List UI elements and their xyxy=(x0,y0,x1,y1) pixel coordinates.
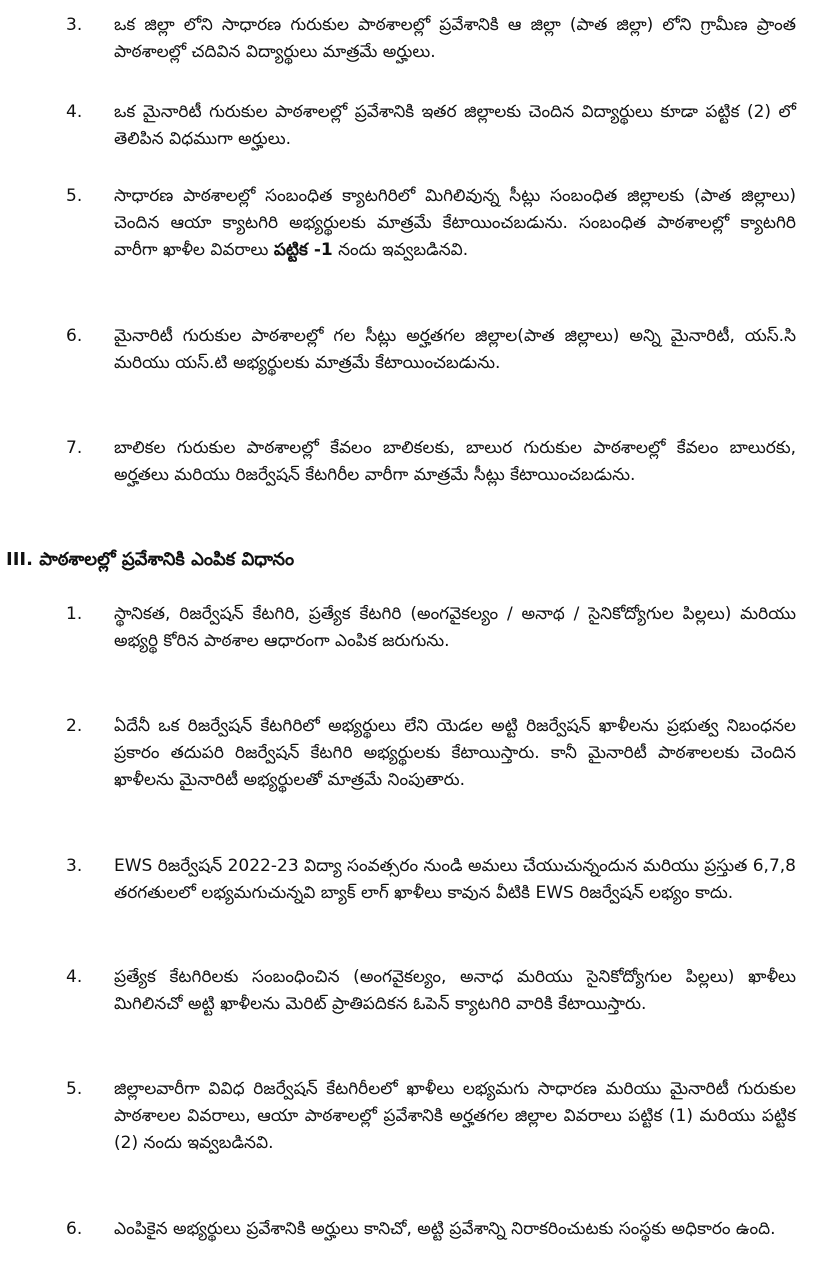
item-text: ప్రత్యేక కేటగిరిలకు సంబంధించిన (అంగవైకల్యం, అనాధ మరియు సైనికోద్యోగుల పిల్లలు) ఖాళీలు మిగిలినచో అట్టి ఖాళీలను మెరిట్ ప్రాతిపదికన ఓపెన్ క్యాటగిరి వారికి కేటాయిస్తారు. xyxy=(114,967,796,1014)
item-text-part: సాధారణ పాఠశాలల్లో సంబంధిత క్యాటగిరిలో మిగిలివున్న సీట్లు సంబంధిత జిల్లాలకు (పాత జిల్లాలు) చెందిన ఆయా క్యాటగిరి అభ్యర్థులకు మాత్రమే కేటాయించబడును. సంబంధిత పాఠశాలల్లో క్యాటగిరి వారీగా ఖాళీల వివరాలు xyxy=(114,186,796,260)
item-number: 6. xyxy=(66,326,83,346)
item-number: 1. xyxy=(66,604,83,624)
item-text: మైనారిటీ గురుకుల పాఠశాలల్లో గల సీట్లు అర్హతగల జిల్లాల(పాత జిల్లాలు) అన్ని మైనారిటీ, యస్.సి మరియు యస్.టి అభ్యర్థులకు మాత్రమే కేటాయించబడును. xyxy=(114,326,796,373)
item-text: EWS రిజర్వేషన్ 2022-23 విద్యా సంవత్సరం నుండి అమలు చేయుచున్నందున మరియు ప్రస్తుత 6,7,8 తరగతులలో లభ్యమగుచున్నవి బ్యాక్ లాగ్ ఖాళీలు కావున వీటికి EWS రిజర్వేషన్ లభ్యం కాదు. xyxy=(114,856,796,903)
item-text: ఎంపికైన అభ్యర్థులు ప్రవేశానికి అర్హులు కానిచో, అట్టి ప్రవేశాన్ని నిరాకరించుటకు సంస్థకు అధికారం ఉంది. xyxy=(114,1219,776,1239)
section-heading: III. పాఠశాలల్లో ప్రవేశానికి ఎంపిక విధానం xyxy=(6,549,295,570)
item-number: 3. xyxy=(66,856,83,876)
item-text: ఏదేనీ ఒక రిజర్వేషన్ కేటగిరిలో అభ్యర్థులు లేని యెడల అట్టి రిజర్వేషన్ ఖాళీలను ప్రభుత్వ నిబంధనల ప్రకారం తదుపరి రిజర్వేషన్ కేటగిరి అభ్యర్థులకు కేటాయిస్తారు. కానీ మైనారిటీ పాఠశాలలకు చెందిన ఖాళీలను మైనారిటీ అభ్యర్థులతో మాత్రమే నింపుతారు. xyxy=(114,716,796,790)
item-number: 5. xyxy=(66,1079,83,1099)
item-number: 5. xyxy=(66,186,83,206)
item-text xyxy=(114,183,796,264)
item-number: 2. xyxy=(66,716,83,736)
item-number: 6. xyxy=(66,1219,83,1239)
item-text: ఒక మైనారిటీ గురుకుల పాఠశాలల్లో ప్రవేశానికి ఇతర జిల్లాలకు చెందిన విద్యార్థులు కూడా పట్టిక (2) లో తెలిపిన విధముగా అర్హులు. xyxy=(114,102,796,149)
item-number: 4. xyxy=(66,967,83,987)
item-text: ఒక జిల్లా లోని సాధారణ గురుకుల పాఠశాలల్లో ప్రవేశానికి ఆ జిల్లా (పాత జిల్లా) లోని గ్రామీణ ప్రాంత పాఠశాలల్లో చదివిన విద్యార్థులు మాత్రమే అర్హులు. xyxy=(114,15,796,62)
item-number: 3. xyxy=(66,15,83,35)
item-text: బాలికల గురుకుల పాఠశాలల్లో కేవలం బాలికలకు, బాలుర గురుకుల పాఠశాలల్లో కేవలం బాలురకు, అర్హతలు మరియు రిజర్వేషన్ కేటగిరీల వారీగా మాత్రమే సీట్లు కేటాయించబడును. xyxy=(114,438,796,485)
table-reference-bold: పట్టిక -1 xyxy=(273,240,333,260)
item-text: జిల్లాలవారీగా వివిధ రిజర్వేషన్ కేటగిరీలలో ఖాళీలు లభ్యమగు సాధారణ మరియు మైనారిటీ గురుకుల పాఠశాలల వివరాలు, ఆయా పాఠశాలల్లో ప్రవేశానికి అర్హతగల జిల్లాల వివరాలు పట్టిక (1) మరియు పట్టిక (2) నందు ఇవ్వబడినవి. xyxy=(114,1079,796,1153)
item-text: స్థానికత, రిజర్వేషన్ కేటగిరి, ప్రత్యేక కేటగిరి (అంగవైకల్యం / అనాథ / సైనికోద్యోగుల పిల్లలు) మరియు అభ్యర్థి కోరిన పాఠశాల ఆధారంగా ఎంపిక జరుగును. xyxy=(114,604,796,651)
item-number: 7. xyxy=(66,438,83,458)
item-number: 4. xyxy=(66,102,83,122)
item-text-part: నందు ఇవ్వబడినవి. xyxy=(332,240,469,260)
